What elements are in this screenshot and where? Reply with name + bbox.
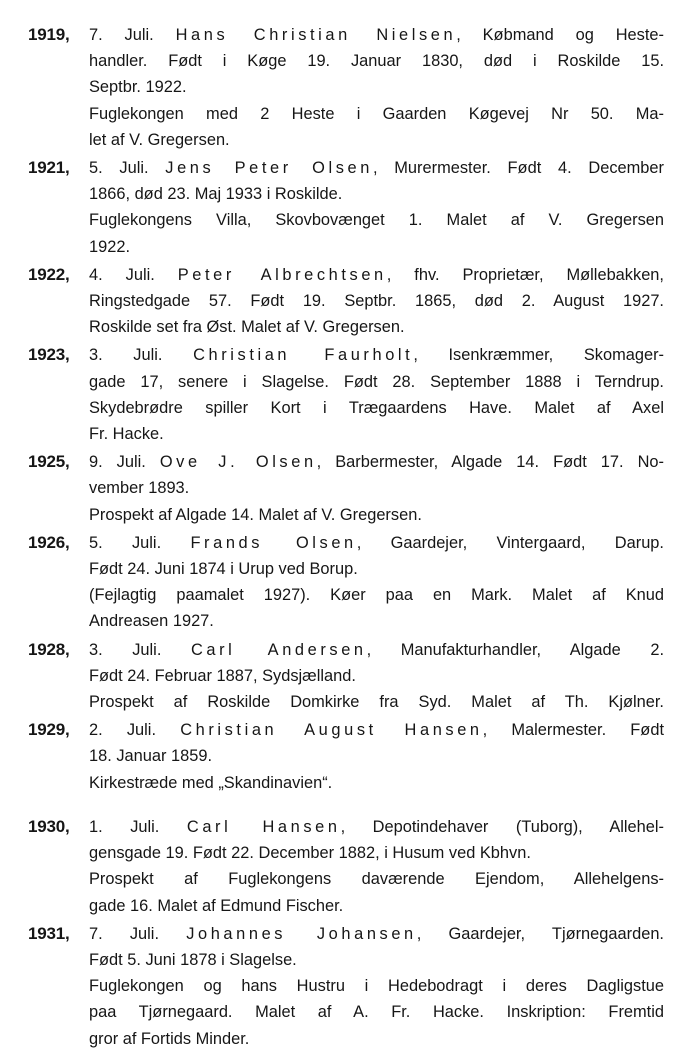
entry-person-name: Jens Peter Olsen [165,159,373,178]
entry-line: Prospekt af Fuglekongens daværende Ejendom, Allehelgens- [89,870,664,889]
entry-text [89,717,664,796]
entry-occupation: , Isenkræmmer, Skomager- [413,346,665,365]
entry-line: paa Tjørnegaard. Malet af A. Fr. Hacke. Inskription: Fremtid [89,1003,664,1022]
entry-year: 1930, [28,816,70,836]
entry-text [89,530,664,635]
entry-heading-line [89,637,664,663]
entry-1926 [28,530,664,635]
entry-line: Ringstedgade 57. Født 19. Septbr. 1865, død 2. August 1927. [89,292,664,311]
entry-occupation: , Købmand og Heste- [456,26,664,44]
entry-date: 9. Juli. [89,453,160,472]
entry-person-name: Christian August Hansen [180,721,483,740]
entry-occupation: , Barbermester, Algade 14. Født 17. No- [316,453,664,472]
entry-text [89,449,664,528]
entry-heading-line [89,814,664,840]
entry-date: 4. Juli. [89,265,178,284]
entry-year: 1928, [28,639,70,659]
entry-line: gensgade 19. Født 22. December 1882, i Husum ved Kbhvn. [89,844,531,863]
entry-line: (Fejlagtig paamalet 1927). Køer paa en Mark. Malet af Knud [89,586,664,605]
entry-line: gror af Fortids Minder. [89,1029,250,1048]
entry-year: 1929, [28,720,70,740]
entry-year: 1926, [28,532,70,552]
entry-occupation: , Gaardejer, Vintergaard, Darup. [356,533,664,552]
entry-heading-line [89,22,664,48]
entry-heading-line [89,342,664,368]
entry-year: 1925, [28,452,70,472]
entry-1929 [28,717,664,796]
entry-date: 1. Juli. [89,817,187,836]
entry-occupation: , Depotindehaver (Tuborg), Allehel- [340,817,665,836]
entry-line: Andreasen 1927. [89,612,214,631]
entry-1931 [28,921,664,1052]
entry-heading-line [89,921,664,947]
entry-person-name: Carl Andersen [190,640,367,659]
entry-occupation: , Murermester. Født 4. December [372,159,664,178]
entry-date: 2. Juli. [89,721,181,740]
entry-heading-line [89,449,664,475]
entry-1925 [28,449,664,528]
entry-year: 1923, [28,345,70,365]
entry-line: Prospekt af Roskilde Domkirke fra Syd. Malet af Th. Kjølner. [89,693,664,712]
entry-1922 [28,262,664,341]
entry-date: 3. Juli. [89,640,191,659]
entry-line: Fuglekongens Villa, Skovbovænget 1. Malet af V. Gregersen [89,211,664,230]
entry-year: 1919, [28,25,70,44]
entry-text [89,22,664,153]
entry-person-name: Frands Olsen [190,533,357,552]
entry-person-name: Ove J. Olsen [159,453,317,472]
entry-line: Roskilde set fra Øst. Malet af V. Gregersen. [89,318,405,337]
entry-year: 1931, [28,923,70,943]
entry-occupation: , fhv. Proprietær, Møllebakken, [386,265,664,284]
entry-heading-line [89,530,664,556]
entry-line: gade 16. Malet af Edmund Fischer. [89,896,344,915]
entry-date: 7. Juli. [89,26,176,44]
entry-1930 [28,814,664,919]
entry-line: 1922. [89,237,131,256]
entry-date: 5. Juli. [89,159,166,178]
entry-occupation: , Malermester. Født [482,721,664,740]
entry-1923 [28,342,664,447]
entry-line: Kirkestræde med „Skandinavien“. [89,773,333,792]
entry-person-name: Peter Albrechtsen [177,265,387,284]
entry-year: 1921, [28,158,70,178]
entry-line: Født 5. Juni 1878 i Slagelse. [89,950,297,969]
entry-text [89,342,664,447]
entry-occupation: , Manufakturhandler, Algade 2. [366,640,665,659]
entry-line: Fuglekongen og hans Hustru i Hedebodragt i deres Dagligstue [89,977,664,996]
entry-heading-line [89,262,664,288]
entry-line: Septbr. 1922. [89,78,187,97]
entry-line: Skydebrødre spiller Kort i Trægaardens Have. Malet af Axel [89,398,664,417]
entry-line: gade 17, senere i Slagelse. Født 28. September 1888 i Terndrup. [89,372,664,391]
entry-text [89,921,664,1052]
entry-line: vember 1893. [89,479,190,498]
entry-person-name: Johannes Johansen [186,924,417,943]
entry-line: Fr. Hacke. [89,425,164,444]
entry-date: 7. Juli. [89,924,187,943]
entry-text [89,814,664,919]
entry-heading-line [89,717,664,743]
entry-line: let af V. Gregersen. [89,130,230,149]
entry-1921 [28,155,664,260]
entry-occupation: , Gaardejer, Tjørnegaarden. [416,924,664,943]
entry-line: handler. Født i Køge 19. Januar 1830, død i Roskilde 15. [89,52,664,71]
entry-text [89,262,664,341]
entry-line: Fuglekongen med 2 Heste i Gaarden Køgevej Nr 50. Ma- [89,104,664,123]
entry-1919 [28,22,664,153]
entry-line: Født 24. Juni 1874 i Urup ved Borup. [89,560,358,579]
entry-person-name: Carl Hansen [186,817,341,836]
entry-date: 3. Juli. [89,346,194,365]
entry-year: 1922, [28,264,70,284]
entry-1928 [28,637,664,716]
entry-date: 5. Juli. [89,533,191,552]
entry-person-name: Christian Faurholt [193,346,414,365]
entry-text [89,637,664,716]
entry-line: Prospekt af Algade 14. Malet af V. Gregersen. [89,505,422,524]
entry-line: Født 24. Februar 1887, Sydsjælland. [89,666,356,685]
entry-line: 18. Januar 1859. [89,747,213,766]
entry-line: 1866, død 23. Maj 1933 i Roskilde. [89,185,343,204]
entry-text [89,155,664,260]
entry-person-name: Hans Christian Nielsen [175,26,457,44]
entry-heading-line [89,155,664,181]
